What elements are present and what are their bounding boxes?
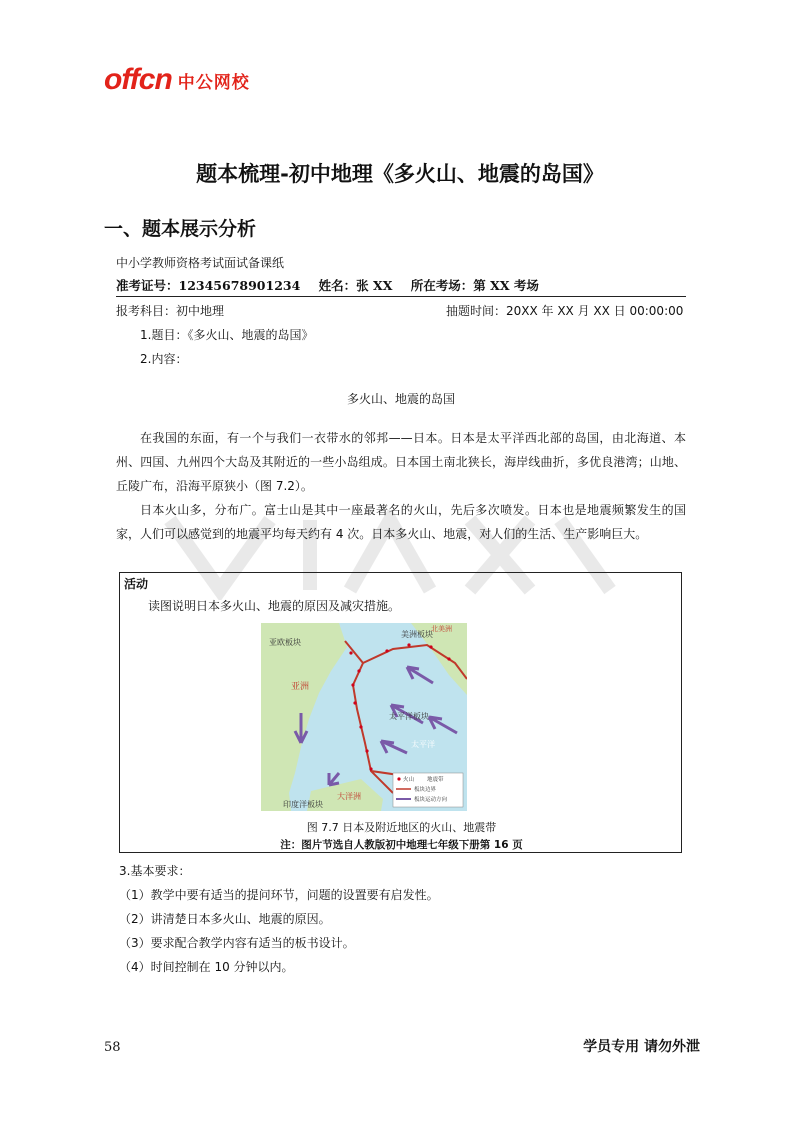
requirements-label: 3.基本要求： <box>119 864 191 878</box>
passage-paragraph-1: 在我国的东面，有一个与我们一衣带水的邻邦——日本。日本是太平洋西北部的岛国，由北海道、本州、四国、九州四个大岛及其附近的一些小岛组成。日本国土南北狭长，海岸线曲折，多优良港湾；山地、丘陵广布，沿海平原狭小（图 7.2）。 <box>116 431 686 493</box>
topic-line: 1.题目：《多火山、地震的岛国》 <box>140 328 314 342</box>
passage-paragraph-2: 日本火山多，分布广。富士山是其中一座最著名的火山，先后多次喷发。日本也是地震频繁发生的国家，人们可以感觉到的地震平均每天约有 4 次。日本多火山、地震，对人们的生活、生产影响巨大。 <box>116 503 686 541</box>
requirement-item: （1）教学中要有适当的提问环节，问题的设置要有启发性。 <box>119 888 439 902</box>
offcn-logo <box>104 62 250 98</box>
label-eurasian-plate: 亚欧板块 <box>269 638 301 647</box>
label-pacific-ocean: 太平洋 <box>411 740 435 749</box>
map-legend <box>393 773 463 807</box>
figure-source-note: 注：图片节选自人教版初中地理七年级下册第 16 页 <box>280 839 523 851</box>
exam-sheet-header: 中小学教师资格考试面试备课纸 <box>116 256 285 270</box>
label-north-america: 北美洲 <box>431 625 452 633</box>
requirement-item: （4）时间控制在 10 分钟以内。 <box>119 960 294 974</box>
label-oceania: 大洋洲 <box>337 792 361 801</box>
logo-latin-text: offcn <box>104 63 172 96</box>
legend-volcano: 火山 <box>403 777 415 783</box>
candidate-name: 张 XX <box>356 278 393 293</box>
label-pacific-plate: 太平洋板块 <box>389 712 429 721</box>
page-number: 58 <box>104 1040 121 1055</box>
content-label: 2.内容： <box>140 352 188 366</box>
exam-sheet <box>116 248 686 542</box>
label-indian-plate: 印度洋板块 <box>283 800 323 809</box>
draw-time-line: 抽题时间：20XX 年 XX 月 XX 日 00:00:00 <box>446 304 684 318</box>
requirement-item: （3）要求配合教学内容有适当的板书设计。 <box>119 936 355 950</box>
legend-boundary: 板块边界 <box>414 787 437 793</box>
subject-line: 报考科目：初中地理 <box>116 304 225 318</box>
figure-caption: 图 7.7 日本及附近地区的火山、地震带 <box>306 821 497 834</box>
logo-chinese-text: 中公网校 <box>177 72 250 93</box>
section-heading: 一、题本展示分析 <box>104 218 257 240</box>
venue-value: 第 XX 考场 <box>473 278 539 293</box>
venue-label: 所在考场： <box>410 278 474 293</box>
page-title: 题本梳理-初中地理《多火山、地震的岛国》 <box>196 162 604 186</box>
plate-map-figure <box>261 623 467 811</box>
name-label: 姓名： <box>318 278 357 293</box>
activity-heading: 活动 <box>124 577 149 591</box>
requirement-item: （2）讲清楚日本多火山、地震的原因。 <box>119 912 331 926</box>
confidential-note: 学员专用 请勿外泄 <box>583 1039 700 1055</box>
legend-quake-zone: 地震带 <box>427 777 444 783</box>
ticket-label: 准考证号： <box>116 278 179 293</box>
activity-instruction: 读图说明日本多火山、地震的原因及减灾措施。 <box>148 599 401 613</box>
label-american-plate: 美洲板块 <box>401 630 433 639</box>
requirements-section <box>119 858 689 978</box>
legend-motion: 板块运动方向 <box>414 797 448 803</box>
header-rule <box>116 296 686 297</box>
activity-box <box>119 572 682 853</box>
passage-title: 多火山、地震的岛国 <box>346 392 455 406</box>
ticket-number: 12345678901234 <box>178 278 301 293</box>
candidate-info-row <box>116 276 539 294</box>
label-asia: 亚洲 <box>291 682 310 692</box>
